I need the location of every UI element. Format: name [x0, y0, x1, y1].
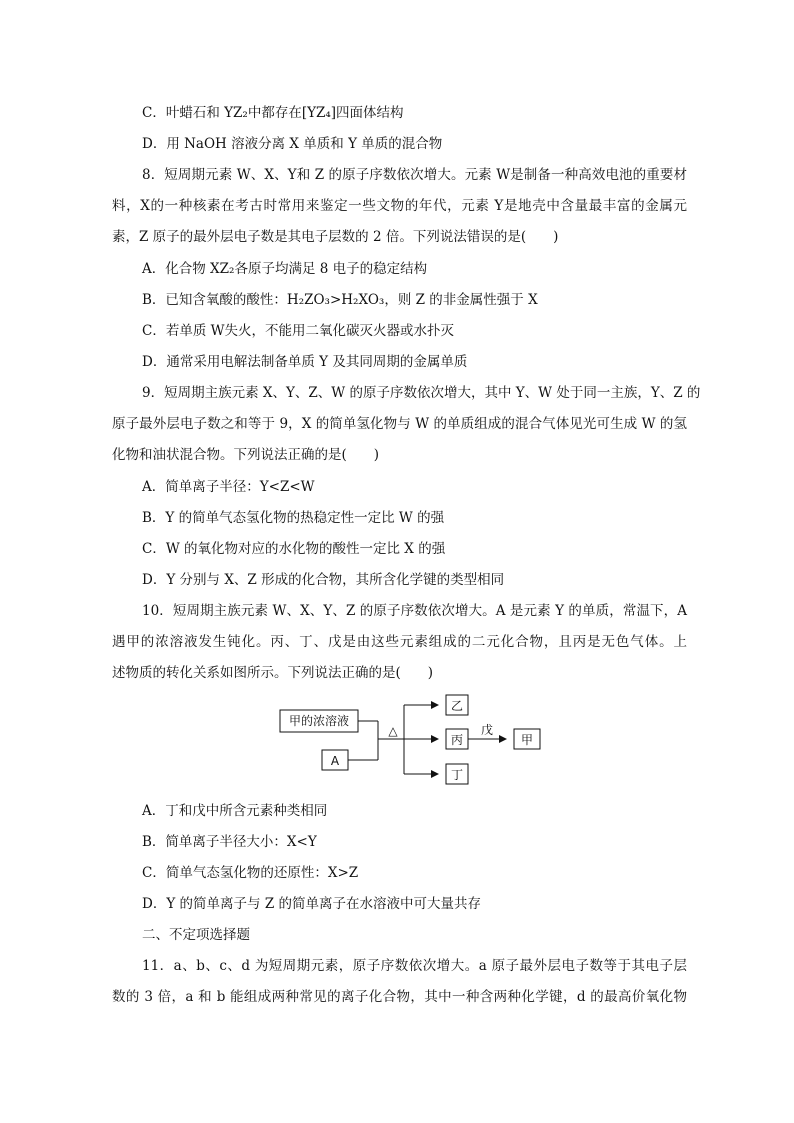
- q9-option-c: C．W 的氧化物对应的水化物的酸性一定比 X 的强: [142, 541, 446, 557]
- q9-option-a: A．简单离子半径：Y<Z<W: [142, 479, 315, 495]
- box-ding-label: 丁: [450, 768, 464, 782]
- box-a-label: A: [330, 754, 340, 768]
- q10-option-a: A．丁和戊中所含元素种类相同: [142, 803, 328, 819]
- q9-option-b: B．Y 的简单气态氢化物的热稳定性一定比 W 的强: [142, 510, 445, 526]
- conversion-diagram: [270, 690, 570, 800]
- box-jia-label: 甲: [520, 733, 534, 747]
- q10-option-b: B．简单离子半径大小：X<Y: [142, 834, 317, 850]
- q9-line-1: 9．短周期主族元素 X、Y、Z、W 的原子序数依次增大，其中 Y、W 处于同一主族，Y、Z 的: [142, 385, 701, 401]
- q11-line-1: 11．a、b、c、d 为短周期元素，原子序数依次增大。a 原子最外层电子数等于其电子层: [142, 958, 687, 974]
- reagent-wu-label: 戊: [480, 723, 494, 737]
- q8-line-3: 素，Z 原子的最外层电子数是其电子层数的 2 倍。下列说法错误的是( ): [112, 229, 559, 245]
- box-bing-label: 丙: [450, 733, 464, 747]
- q8-option-d: D．通常采用电解法制备单质 Y 及其同周期的金属单质: [142, 354, 468, 370]
- q9-option-d: D．Y 分别与 X、Z 形成的化合物，其所含化学键的类型相同: [142, 572, 505, 588]
- q10-line-1: 10．短周期主族元素 W、X、Y、Z 的原子序数依次增大。A 是元素 Y 的单质，常温下，A: [142, 603, 687, 619]
- conversion-diagram-svg: [270, 690, 570, 800]
- section-heading: 二、不定项选择题: [142, 927, 250, 943]
- q8-option-c: C．若单质 W失火，不能用二氧化碳灭火器或水扑灭: [142, 323, 454, 339]
- q8-option-b: B．已知含氧酸的酸性：H₂ZO₃>H₂XO₃，则 Z 的非金属性强于 X: [142, 292, 538, 308]
- line-d7: D．用 NaOH 溶液分离 X 单质和 Y 单质的混合物: [142, 136, 443, 152]
- q10-option-c: C．简单气态氢化物的还原性：X>Z: [142, 865, 359, 881]
- box-jia-solution-label: 甲的浓溶液: [288, 714, 350, 728]
- line-c7: C．叶蜡石和 YZ₂中都存在[YZ₄]四面体结构: [142, 105, 404, 121]
- q8-line-2: 料，X的一种核素在考古时常用来鉴定一些文物的年代，元素 Y是地壳中含量最丰富的金属元: [112, 198, 687, 214]
- q11-line-2: 数的 3 倍，a 和 b 能组成两种常见的离子化合物，其中一种含两种化学键，d 的最高价氧化物: [112, 989, 687, 1005]
- q9-line-3: 化物和油状混合物。下列说法正确的是( ): [112, 447, 380, 463]
- q8-line-1: 8．短周期元素 W、X、Y和 Z 的原子序数依次增大。元素 W是制备一种高效电池的重要材: [142, 167, 687, 183]
- heat-symbol: △: [388, 724, 398, 738]
- box-yi-label: 乙: [450, 699, 464, 713]
- q10-line-3: 述物质的转化关系如图所示。下列说法正确的是( ): [112, 665, 434, 681]
- q10-line-2: 遇甲的浓溶液发生钝化。丙、丁、戊是由这些元素组成的二元化合物，且丙是无色气体。上: [112, 634, 687, 650]
- q10-option-d: D．Y 的简单离子与 Z 的简单离子在水溶液中可大量共存: [142, 896, 481, 912]
- q9-line-2: 原子最外层电子数之和等于 9，X 的简单氢化物与 W 的单质组成的混合气体见光可生成 W 的氢: [112, 416, 687, 432]
- q8-option-a: A．化合物 XZ₂各原子均满足 8 电子的稳定结构: [142, 261, 428, 277]
